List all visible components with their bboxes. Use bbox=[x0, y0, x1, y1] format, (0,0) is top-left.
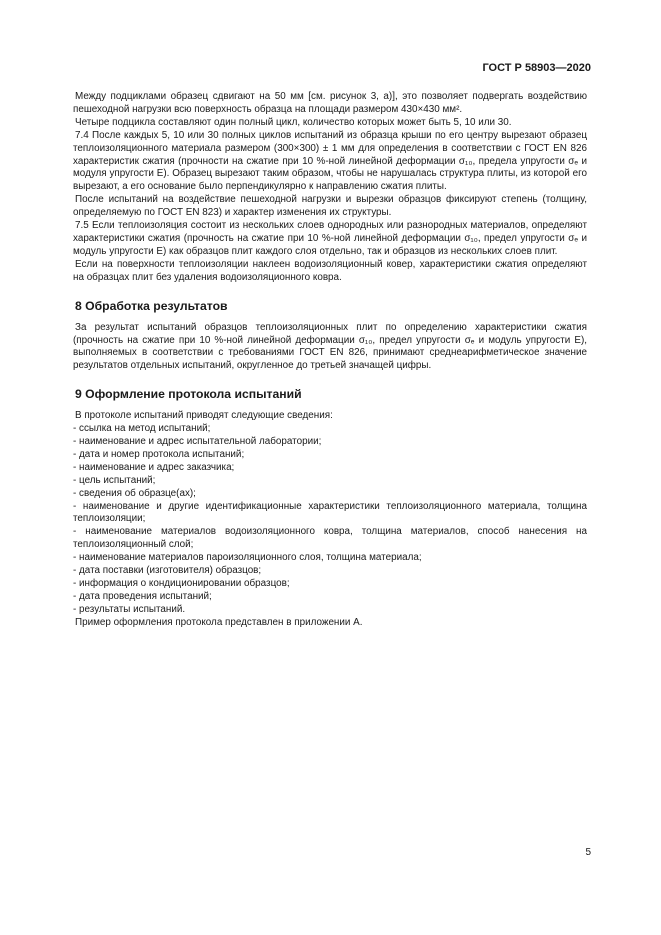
paragraph-waterproof-cover: Если на поверхности теплоизоляции наклеен водоизоляционный ковер, характеристики сжатия определяют на образцах плит без удаления водоизоляционного ковра. bbox=[73, 258, 587, 283]
section-9-heading: 9 Оформление протокола испытаний bbox=[75, 387, 302, 402]
page-number: 5 bbox=[585, 847, 591, 858]
list-item: - наименование и адрес заказчика; bbox=[73, 461, 235, 473]
list-item: - сведения об образце(ах); bbox=[73, 487, 196, 499]
paragraph-after-tests: После испытаний на воздействие пешеходной нагрузки и вырезки образцов фиксируют степень (толщину, определяемую по ГОСТ EN 823) и характер изменения их структуры. bbox=[73, 194, 587, 219]
list-item: - наименование материалов пароизоляционного слоя, толщина материала; bbox=[73, 552, 422, 564]
list-item: - наименование и другие идентификационные характеристики теплоизоляционного материала, толщина теплоизоляции; bbox=[73, 500, 587, 525]
paragraph-subcycle-shift: Между подциклами образец сдвигают на 50 мм [см. рисунок 3, а)], это позволяет подвергать воздействию пешеходной нагрузки всю поверхность образца на площади размером 430×430 мм². bbox=[73, 91, 587, 115]
list-item: - цель испытаний; bbox=[73, 474, 156, 486]
paragraph-7-4: 7.4 После каждых 5, 10 или 30 полных циклов испытаний из образца крыши по его центру вырезают образец теплоизоляционного материала размером (300×300) ± 1 мм для определения в соответствии с ГОСТ EN 826 характеристик сжатия (прочности на сжатие при 10 %-ной линейной деформации σ₁₀, предела упругости σₑ и модуля упругости E). Образец вырезают таким образом, чтобы не нарушалась структура плиты, из которой его вырезают, а его основание было перпендикулярно к направлению сжатия плиты. bbox=[73, 129, 587, 193]
section-9-closing: Пример оформления протокола представлен в приложении А. bbox=[75, 616, 363, 628]
document-body bbox=[73, 91, 587, 630]
section-8-text: За результат испытаний образцов теплоизоляционных плит по определению характеристики сжатия (прочность на сжатие при 10 %-ной линейной деформации σ₁₀, предел упругости σₑ и модуль упругости E), выполняемых в соответствии с требованиями ГОСТ EN 826, принимают среднеарифметическое значение результатов отдельных испытаний, округленное до третьей значащей цифры. bbox=[73, 321, 587, 372]
list-item: - дата поставки (изготовителя) образцов; bbox=[73, 565, 262, 577]
document-id-header: ГОСТ Р 58903—2020 bbox=[482, 62, 591, 74]
list-item: - ссылка на метод испытаний; bbox=[73, 423, 211, 435]
list-item: - дата проведения испытаний; bbox=[73, 590, 212, 602]
list-item: - результаты испытаний. bbox=[73, 603, 186, 615]
list-item: - наименование материалов водоизоляционного ковра, толщина материалов, способ нанесения на теплоизоляционный слой; bbox=[73, 526, 587, 551]
section-8-heading: 8 Обработка результатов bbox=[75, 298, 228, 313]
list-item: - дата и номер протокола испытаний; bbox=[73, 448, 245, 460]
list-item: - информация о кондиционировании образцов; bbox=[73, 578, 290, 589]
paragraph-7-5: 7.5 Если теплоизоляция состоит из нескольких слоев однородных или разнородных материалов, определяют характеристики сжатия (прочность на сжатие при 10 %-ной линейной деформации σ₁₀, предел упругости σₑ и модуль упругости E) как образцов плит каждого слоя отдельно, так и образцов из нескольких слоев плит. bbox=[73, 220, 587, 257]
report-contents-list bbox=[73, 423, 587, 617]
section-9-intro: В протоколе испытаний приводят следующие сведения: bbox=[75, 410, 333, 422]
paragraph-cycle-count: Четыре подцикла составляют один полный цикл, количество которых может быть 5, 10 или 30. bbox=[75, 116, 512, 128]
list-item: - наименование и адрес испытательной лаборатории; bbox=[73, 436, 322, 448]
